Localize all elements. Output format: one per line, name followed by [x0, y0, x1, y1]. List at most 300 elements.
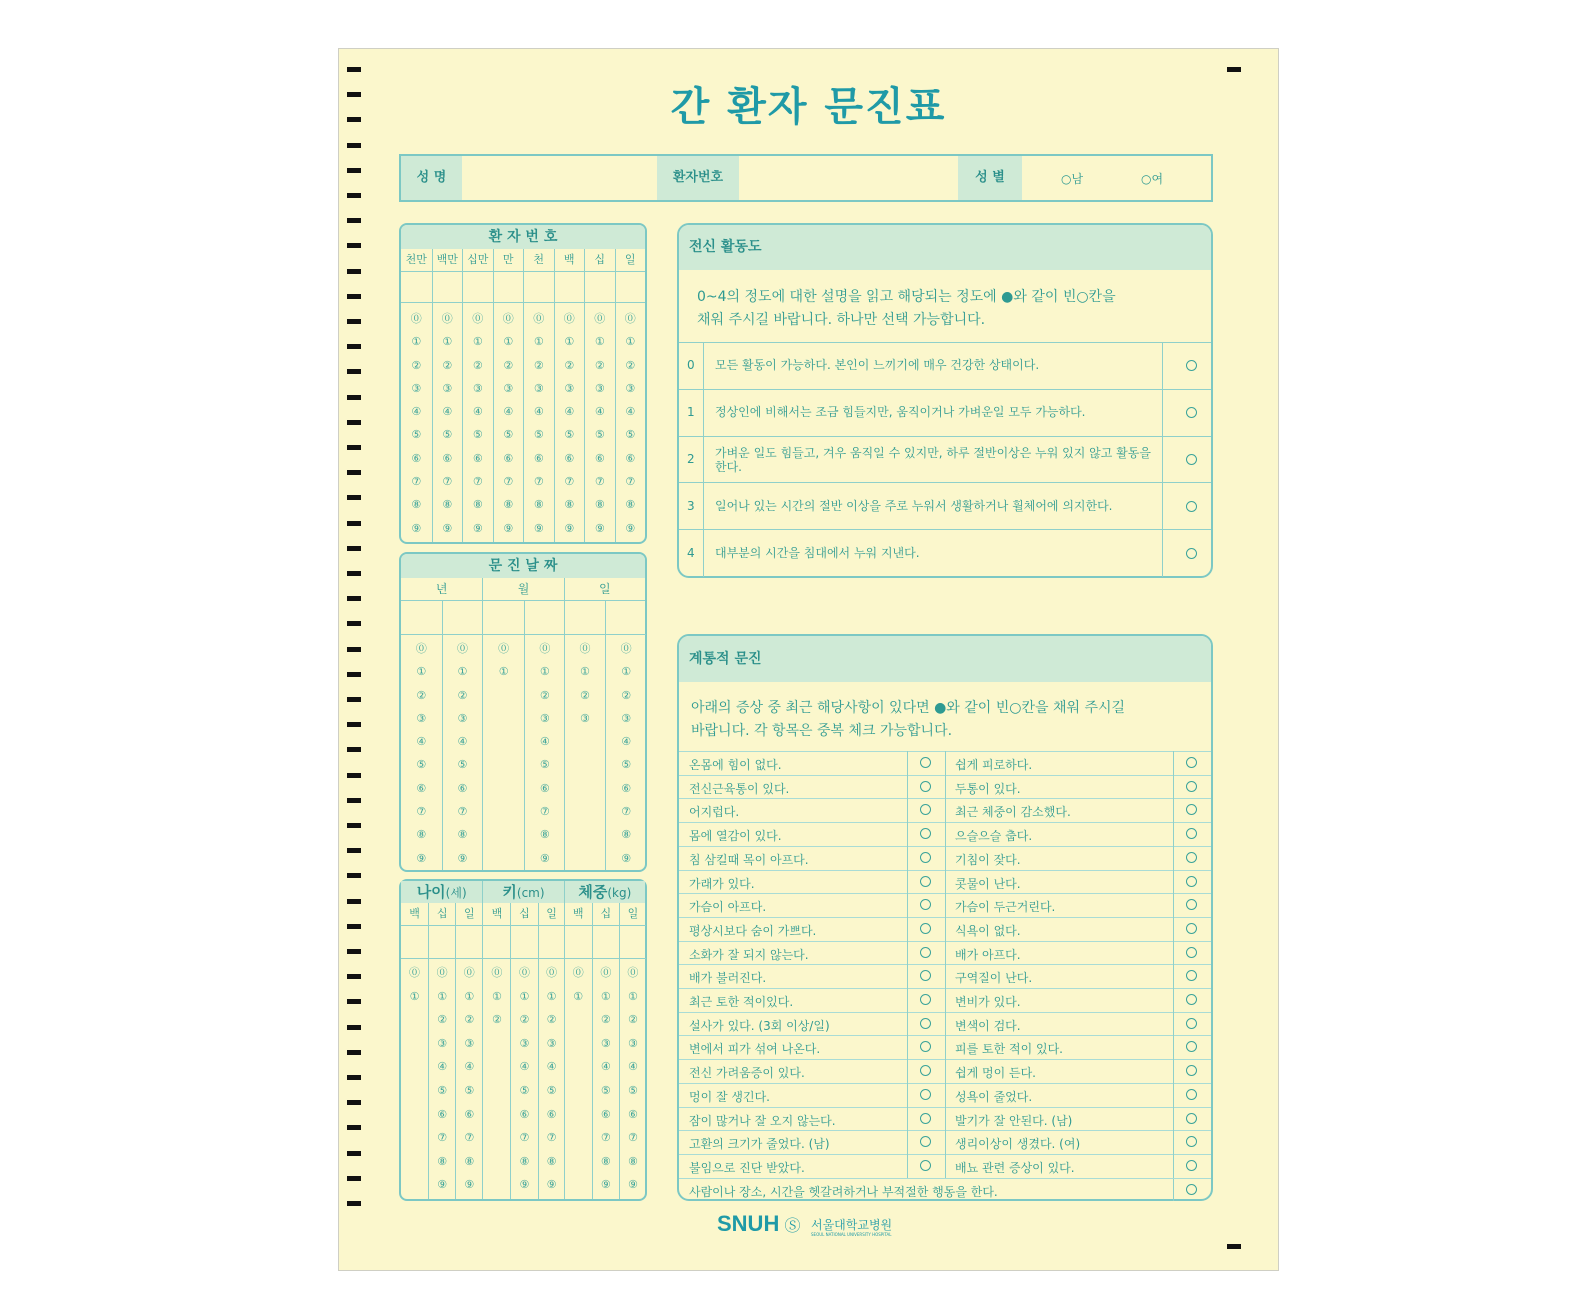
digit-bubble[interactable]: ⑤ [411, 428, 422, 442]
digit-bubble[interactable]: ⑤ [442, 428, 453, 442]
digit-bubble[interactable]: ⑤ [416, 758, 427, 772]
digit-bubble[interactable]: ⑤ [457, 758, 468, 772]
digit-bubble[interactable]: ⑤ [503, 428, 514, 442]
symptom-bubble[interactable] [1186, 781, 1197, 792]
activity-option-bubble[interactable] [1186, 360, 1197, 371]
symptom-item[interactable] [679, 822, 945, 846]
digit-bubble[interactable]: ③ [546, 1036, 557, 1050]
digit-bubble[interactable]: ⑨ [621, 851, 632, 865]
body-measure-write-box[interactable] [429, 926, 455, 959]
symptom-item[interactable] [945, 870, 1211, 894]
digit-bubble[interactable]: ⑥ [519, 1107, 530, 1121]
visit-date-write-box[interactable] [443, 601, 483, 635]
digit-bubble[interactable]: ⑧ [539, 828, 550, 842]
digit-bubble[interactable]: ⓪ [600, 966, 612, 979]
digit-bubble[interactable]: ② [546, 1013, 557, 1027]
digit-bubble[interactable]: ④ [442, 405, 453, 419]
digit-bubble[interactable]: ⓪ [463, 966, 475, 979]
digit-bubble[interactable]: ⓪ [502, 312, 514, 325]
symptom-bubble[interactable] [920, 947, 931, 958]
body-measure-write-box[interactable] [593, 926, 619, 959]
activity-row[interactable] [679, 529, 1211, 576]
activity-row[interactable] [679, 389, 1211, 436]
digit-bubble[interactable]: ⑧ [627, 1154, 638, 1168]
symptom-bubble[interactable] [920, 1041, 931, 1052]
digit-bubble[interactable]: ⑤ [533, 428, 544, 442]
digit-bubble[interactable]: ② [442, 358, 453, 372]
digit-bubble[interactable]: ① [546, 989, 557, 1003]
digit-bubble[interactable]: ② [491, 1013, 502, 1027]
digit-bubble[interactable]: ⓪ [456, 642, 468, 655]
name-field[interactable] [463, 156, 656, 200]
digit-bubble[interactable]: ⑦ [539, 805, 550, 819]
symptom-bubble[interactable] [920, 804, 931, 815]
digit-bubble[interactable]: ⑧ [625, 498, 636, 512]
digit-bubble[interactable]: ⑥ [442, 451, 453, 465]
digit-bubble[interactable]: ④ [472, 405, 483, 419]
activity-option-bubble[interactable] [1186, 407, 1197, 418]
digit-bubble[interactable]: ② [625, 358, 636, 372]
digit-bubble[interactable]: ① [594, 335, 605, 349]
digit-bubble[interactable]: ⓪ [410, 312, 422, 325]
symptom-bubble[interactable] [1186, 1113, 1197, 1124]
symptom-item[interactable] [945, 917, 1211, 941]
digit-bubble[interactable]: ⑥ [627, 1107, 638, 1121]
digit-bubble[interactable]: ③ [594, 381, 605, 395]
digit-bubble[interactable]: ② [519, 1013, 530, 1027]
digit-bubble[interactable]: ④ [411, 405, 422, 419]
digit-bubble[interactable]: ⑧ [416, 828, 427, 842]
symptom-item[interactable] [679, 1154, 945, 1178]
symptom-bubble[interactable] [920, 994, 931, 1005]
symptom-bubble[interactable] [920, 923, 931, 934]
digit-bubble[interactable]: ⓪ [624, 312, 636, 325]
digit-bubble[interactable]: ⑨ [533, 521, 544, 535]
digit-bubble[interactable]: ① [409, 989, 420, 1003]
digit-bubble[interactable]: ⑦ [533, 475, 544, 489]
digit-bubble[interactable]: ⑨ [437, 1178, 448, 1192]
digit-bubble[interactable]: ⑥ [472, 451, 483, 465]
digit-bubble[interactable]: ⑤ [464, 1083, 475, 1097]
digit-bubble[interactable]: ⓪ [563, 312, 575, 325]
digit-bubble[interactable]: ⑧ [533, 498, 544, 512]
patient-number-write-box[interactable] [463, 272, 493, 303]
digit-bubble[interactable]: ⑦ [546, 1131, 557, 1145]
digit-bubble[interactable]: ⑨ [442, 521, 453, 535]
digit-bubble[interactable]: ⓪ [620, 642, 632, 655]
digit-bubble[interactable]: ④ [416, 735, 427, 749]
activity-row[interactable] [679, 342, 1211, 389]
symptom-item[interactable] [945, 1130, 1211, 1154]
symptom-bubble[interactable] [920, 1089, 931, 1100]
symptom-item[interactable] [945, 1083, 1211, 1107]
symptom-item[interactable] [679, 988, 945, 1012]
patient-number-write-box[interactable] [555, 272, 585, 303]
symptom-item[interactable] [945, 988, 1211, 1012]
digit-bubble[interactable]: ① [491, 989, 502, 1003]
digit-bubble[interactable]: ⑨ [472, 521, 483, 535]
body-measure-write-box[interactable] [539, 926, 565, 959]
digit-bubble[interactable]: ⑥ [503, 451, 514, 465]
symptom-item[interactable] [945, 941, 1211, 965]
digit-bubble[interactable]: ③ [539, 711, 550, 725]
digit-bubble[interactable]: ⓪ [472, 312, 484, 325]
symptom-bubble[interactable] [1186, 970, 1197, 981]
digit-bubble[interactable]: ④ [627, 1060, 638, 1074]
digit-bubble[interactable]: ⑦ [416, 805, 427, 819]
digit-bubble[interactable]: ④ [437, 1060, 448, 1074]
digit-bubble[interactable]: ② [503, 358, 514, 372]
symptom-bubble[interactable] [920, 757, 931, 768]
digit-bubble[interactable]: ③ [411, 381, 422, 395]
digit-bubble[interactable]: ⑧ [464, 1154, 475, 1168]
digit-bubble[interactable]: ⑧ [564, 498, 575, 512]
digit-bubble[interactable]: ⑥ [437, 1107, 448, 1121]
symptom-bubble[interactable] [1186, 852, 1197, 863]
symptom-item[interactable] [679, 893, 945, 917]
digit-bubble[interactable]: ② [600, 1013, 611, 1027]
digit-bubble[interactable]: ④ [539, 735, 550, 749]
digit-bubble[interactable]: ② [594, 358, 605, 372]
patient-number-write-box[interactable] [524, 272, 554, 303]
symptom-item[interactable] [945, 1154, 1211, 1178]
digit-bubble[interactable]: ④ [625, 405, 636, 419]
symptom-bubble[interactable] [920, 876, 931, 887]
digit-bubble[interactable]: ② [437, 1013, 448, 1027]
digit-bubble[interactable]: ① [564, 335, 575, 349]
symptom-bubble[interactable] [1186, 876, 1197, 887]
digit-bubble[interactable]: ⑦ [564, 475, 575, 489]
digit-bubble[interactable]: ⑧ [600, 1154, 611, 1168]
digit-bubble[interactable]: ⑨ [411, 521, 422, 535]
symptom-item[interactable] [679, 798, 945, 822]
symptom-bubble[interactable] [1186, 947, 1197, 958]
digit-bubble[interactable]: ① [503, 335, 514, 349]
digit-bubble[interactable]: ⑦ [437, 1131, 448, 1145]
digit-bubble[interactable]: ⑦ [594, 475, 605, 489]
digit-bubble[interactable]: ⑥ [533, 451, 544, 465]
digit-bubble[interactable]: ⓪ [533, 312, 545, 325]
digit-bubble[interactable]: ⓪ [436, 966, 448, 979]
digit-bubble[interactable]: ③ [625, 381, 636, 395]
digit-bubble[interactable]: ⑥ [564, 451, 575, 465]
digit-bubble[interactable]: ⑦ [457, 805, 468, 819]
symptom-bubble[interactable] [920, 1065, 931, 1076]
digit-bubble[interactable]: ⓪ [627, 966, 639, 979]
activity-row[interactable] [679, 436, 1211, 483]
digit-bubble[interactable]: ⓪ [415, 642, 427, 655]
digit-bubble[interactable]: ② [621, 688, 632, 702]
digit-bubble[interactable]: ② [416, 688, 427, 702]
symptom-bubble[interactable] [1186, 1065, 1197, 1076]
symptom-bubble[interactable] [1186, 1136, 1197, 1147]
symptom-item[interactable] [945, 1012, 1211, 1036]
digit-bubble[interactable]: ⓪ [539, 642, 551, 655]
visit-date-write-box[interactable] [565, 601, 606, 635]
digit-bubble[interactable]: ⑥ [464, 1107, 475, 1121]
digit-bubble[interactable]: ③ [533, 381, 544, 395]
digit-bubble[interactable]: ③ [457, 711, 468, 725]
digit-bubble[interactable]: ② [464, 1013, 475, 1027]
activity-option-bubble[interactable] [1186, 454, 1197, 465]
symptom-item[interactable] [945, 893, 1211, 917]
symptom-bubble[interactable] [920, 1018, 931, 1029]
digit-bubble[interactable]: ④ [464, 1060, 475, 1074]
digit-bubble[interactable]: ③ [503, 381, 514, 395]
digit-bubble[interactable]: ③ [416, 711, 427, 725]
symptom-item[interactable] [945, 846, 1211, 870]
digit-bubble[interactable]: ⑥ [416, 781, 427, 795]
symptom-item[interactable] [679, 1035, 945, 1059]
symptom-item[interactable] [945, 798, 1211, 822]
digit-bubble[interactable]: ① [498, 665, 509, 679]
digit-bubble[interactable]: ① [464, 989, 475, 1003]
digit-bubble[interactable]: ⑧ [519, 1154, 530, 1168]
sex-female-option[interactable]: ○여 [1141, 172, 1164, 186]
digit-bubble[interactable]: ⓪ [579, 642, 591, 655]
body-measure-write-box[interactable] [511, 926, 537, 959]
digit-bubble[interactable]: ⑤ [519, 1083, 530, 1097]
digit-bubble[interactable]: ⑨ [594, 521, 605, 535]
digit-bubble[interactable]: ⑨ [416, 851, 427, 865]
symptom-bubble[interactable] [1186, 828, 1197, 839]
digit-bubble[interactable]: ⓪ [409, 966, 421, 979]
digit-bubble[interactable]: ① [416, 665, 427, 679]
digit-bubble[interactable]: ⑦ [472, 475, 483, 489]
digit-bubble[interactable]: ⑧ [546, 1154, 557, 1168]
digit-bubble[interactable]: ③ [627, 1036, 638, 1050]
digit-bubble[interactable]: ⑦ [600, 1131, 611, 1145]
digit-bubble[interactable]: ① [539, 665, 550, 679]
symptom-item[interactable] [945, 775, 1211, 799]
digit-bubble[interactable]: ② [411, 358, 422, 372]
symptom-item[interactable] [679, 1107, 945, 1131]
patient-number-write-box[interactable] [494, 272, 524, 303]
digit-bubble[interactable]: ⑧ [437, 1154, 448, 1168]
symptom-bubble[interactable] [1186, 994, 1197, 1005]
symptom-bubble[interactable] [1186, 1018, 1197, 1029]
symptom-item[interactable] [945, 1035, 1211, 1059]
activity-row[interactable] [679, 482, 1211, 529]
digit-bubble[interactable]: ⑧ [457, 828, 468, 842]
digit-bubble[interactable]: ⑧ [503, 498, 514, 512]
symptom-item[interactable] [679, 775, 945, 799]
digit-bubble[interactable]: ⑦ [442, 475, 453, 489]
digit-bubble[interactable]: ⑦ [625, 475, 636, 489]
digit-bubble[interactable]: ⓪ [546, 966, 558, 979]
digit-bubble[interactable]: ① [519, 989, 530, 1003]
activity-option-bubble[interactable] [1186, 501, 1197, 512]
symptom-bubble[interactable] [920, 828, 931, 839]
digit-bubble[interactable]: ⑨ [627, 1178, 638, 1192]
digit-bubble[interactable]: ⑨ [564, 521, 575, 535]
digit-bubble[interactable]: ⑨ [519, 1178, 530, 1192]
digit-bubble[interactable]: ④ [546, 1060, 557, 1074]
digit-bubble[interactable]: ④ [503, 405, 514, 419]
digit-bubble[interactable]: ⑧ [472, 498, 483, 512]
digit-bubble[interactable]: ⑥ [600, 1107, 611, 1121]
digit-bubble[interactable]: ③ [519, 1036, 530, 1050]
digit-bubble[interactable]: ⑥ [539, 781, 550, 795]
digit-bubble[interactable]: ⑨ [539, 851, 550, 865]
digit-bubble[interactable]: ③ [442, 381, 453, 395]
sex-male-option[interactable]: ○남 [1061, 172, 1084, 186]
symptom-bubble[interactable] [1186, 899, 1197, 910]
digit-bubble[interactable]: ⑧ [411, 498, 422, 512]
digit-bubble[interactable]: ⑨ [464, 1178, 475, 1192]
digit-bubble[interactable]: ⑨ [600, 1178, 611, 1192]
digit-bubble[interactable]: ⑨ [503, 521, 514, 535]
symptom-bubble[interactable] [1186, 757, 1197, 768]
digit-bubble[interactable]: ⑨ [546, 1178, 557, 1192]
digit-bubble[interactable]: ⑦ [519, 1131, 530, 1145]
symptom-item[interactable] [945, 964, 1211, 988]
digit-bubble[interactable]: ④ [600, 1060, 611, 1074]
digit-bubble[interactable]: ① [621, 665, 632, 679]
digit-bubble[interactable]: ⑧ [621, 828, 632, 842]
symptom-item[interactable] [679, 1059, 945, 1083]
digit-bubble[interactable]: ⑤ [625, 428, 636, 442]
digit-bubble[interactable]: ③ [580, 711, 590, 725]
digit-bubble[interactable]: ⑦ [411, 475, 422, 489]
symptom-item[interactable] [679, 846, 945, 870]
symptom-bubble[interactable] [920, 970, 931, 981]
symptom-bubble[interactable] [1186, 1089, 1197, 1100]
digit-bubble[interactable]: ⑤ [594, 428, 605, 442]
patient-number-write-box[interactable] [585, 272, 615, 303]
digit-bubble[interactable]: ① [580, 665, 590, 679]
symptom-item[interactable] [679, 941, 945, 965]
digit-bubble[interactable]: ⑤ [546, 1083, 557, 1097]
digit-bubble[interactable]: ⑧ [594, 498, 605, 512]
digit-bubble[interactable]: ④ [519, 1060, 530, 1074]
body-measure-write-box[interactable] [620, 926, 646, 959]
digit-bubble[interactable]: ③ [464, 1036, 475, 1050]
symptom-bubble[interactable] [1186, 1184, 1197, 1195]
digit-bubble[interactable]: ① [442, 335, 453, 349]
digit-bubble[interactable]: ② [564, 358, 575, 372]
digit-bubble[interactable]: ④ [533, 405, 544, 419]
digit-bubble[interactable]: ④ [564, 405, 575, 419]
digit-bubble[interactable]: ① [457, 665, 468, 679]
body-measure-write-box[interactable] [565, 926, 592, 959]
digit-bubble[interactable]: ⑤ [472, 428, 483, 442]
body-measure-write-box[interactable] [456, 926, 482, 959]
digit-bubble[interactable]: ③ [437, 1036, 448, 1050]
symptom-bubble[interactable] [920, 899, 931, 910]
visit-date-write-box[interactable] [401, 601, 442, 635]
visit-date-write-box[interactable] [483, 601, 524, 635]
digit-bubble[interactable]: ⑥ [625, 451, 636, 465]
digit-bubble[interactable]: ⑦ [464, 1131, 475, 1145]
digit-bubble[interactable]: ⓪ [491, 966, 503, 979]
digit-bubble[interactable]: ③ [564, 381, 575, 395]
digit-bubble[interactable]: ② [472, 358, 483, 372]
digit-bubble[interactable]: ① [625, 335, 636, 349]
symptom-item[interactable] [679, 1178, 1211, 1202]
digit-bubble[interactable]: ② [539, 688, 550, 702]
digit-bubble[interactable]: ① [573, 989, 584, 1003]
digit-bubble[interactable]: ⑦ [503, 475, 514, 489]
symptom-bubble[interactable] [920, 1160, 931, 1171]
symptom-item[interactable] [679, 917, 945, 941]
symptom-bubble[interactable] [920, 781, 931, 792]
symptom-item[interactable] [679, 1130, 945, 1154]
digit-bubble[interactable]: ⓪ [594, 312, 606, 325]
digit-bubble[interactable]: ⑨ [457, 851, 468, 865]
digit-bubble[interactable]: ⓪ [498, 642, 510, 655]
body-measure-write-box[interactable] [483, 926, 510, 959]
digit-bubble[interactable]: ① [437, 989, 448, 1003]
digit-bubble[interactable]: ⑥ [546, 1107, 557, 1121]
digit-bubble[interactable]: ② [580, 688, 590, 702]
digit-bubble[interactable]: ⑨ [625, 521, 636, 535]
symptom-bubble[interactable] [1186, 804, 1197, 815]
digit-bubble[interactable]: ① [627, 989, 638, 1003]
digit-bubble[interactable]: ① [533, 335, 544, 349]
digit-bubble[interactable]: ⑥ [411, 451, 422, 465]
symptom-bubble[interactable] [920, 852, 931, 863]
digit-bubble[interactable]: ⑥ [457, 781, 468, 795]
digit-bubble[interactable]: ⑤ [437, 1083, 448, 1097]
digit-bubble[interactable]: ① [600, 989, 611, 1003]
body-measure-write-box[interactable] [401, 926, 428, 959]
patient-number-write-box[interactable] [401, 272, 432, 303]
digit-bubble[interactable]: ① [411, 335, 422, 349]
visit-date-write-box[interactable] [606, 601, 646, 635]
digit-bubble[interactable]: ⑦ [627, 1131, 638, 1145]
patient-no-field[interactable] [740, 156, 957, 200]
digit-bubble[interactable]: ⑥ [594, 451, 605, 465]
digit-bubble[interactable]: ③ [621, 711, 632, 725]
symptom-bubble[interactable] [1186, 1041, 1197, 1052]
symptom-item[interactable] [945, 1059, 1211, 1083]
activity-option-bubble[interactable] [1186, 548, 1197, 559]
symptom-item[interactable] [679, 1083, 945, 1107]
digit-bubble[interactable]: ⑤ [539, 758, 550, 772]
digit-bubble[interactable]: ② [627, 1013, 638, 1027]
digit-bubble[interactable]: ⑤ [627, 1083, 638, 1097]
digit-bubble[interactable]: ⑥ [621, 781, 632, 795]
digit-bubble[interactable]: ⑧ [442, 498, 453, 512]
symptom-item[interactable] [945, 751, 1211, 775]
symptom-item[interactable] [679, 1012, 945, 1036]
visit-date-write-box[interactable] [525, 601, 565, 635]
symptom-item[interactable] [945, 1107, 1211, 1131]
digit-bubble[interactable]: ⓪ [572, 966, 584, 979]
symptom-item[interactable] [679, 751, 945, 775]
digit-bubble[interactable]: ⓪ [441, 312, 453, 325]
digit-bubble[interactable]: ⑤ [621, 758, 632, 772]
patient-number-write-box[interactable] [433, 272, 463, 303]
digit-bubble[interactable]: ④ [621, 735, 632, 749]
symptom-bubble[interactable] [920, 1136, 931, 1147]
digit-bubble[interactable]: ② [457, 688, 468, 702]
digit-bubble[interactable]: ① [472, 335, 483, 349]
digit-bubble[interactable]: ② [533, 358, 544, 372]
digit-bubble[interactable]: ④ [594, 405, 605, 419]
patient-number-write-box[interactable] [616, 272, 646, 303]
digit-bubble[interactable]: ③ [600, 1036, 611, 1050]
digit-bubble[interactable]: ③ [472, 381, 483, 395]
symptom-item[interactable] [679, 964, 945, 988]
symptom-bubble[interactable] [1186, 923, 1197, 934]
digit-bubble[interactable]: ⓪ [518, 966, 530, 979]
digit-bubble[interactable]: ⑤ [600, 1083, 611, 1097]
digit-bubble[interactable]: ⑦ [621, 805, 632, 819]
digit-bubble[interactable]: ④ [457, 735, 468, 749]
symptom-bubble[interactable] [920, 1113, 931, 1124]
